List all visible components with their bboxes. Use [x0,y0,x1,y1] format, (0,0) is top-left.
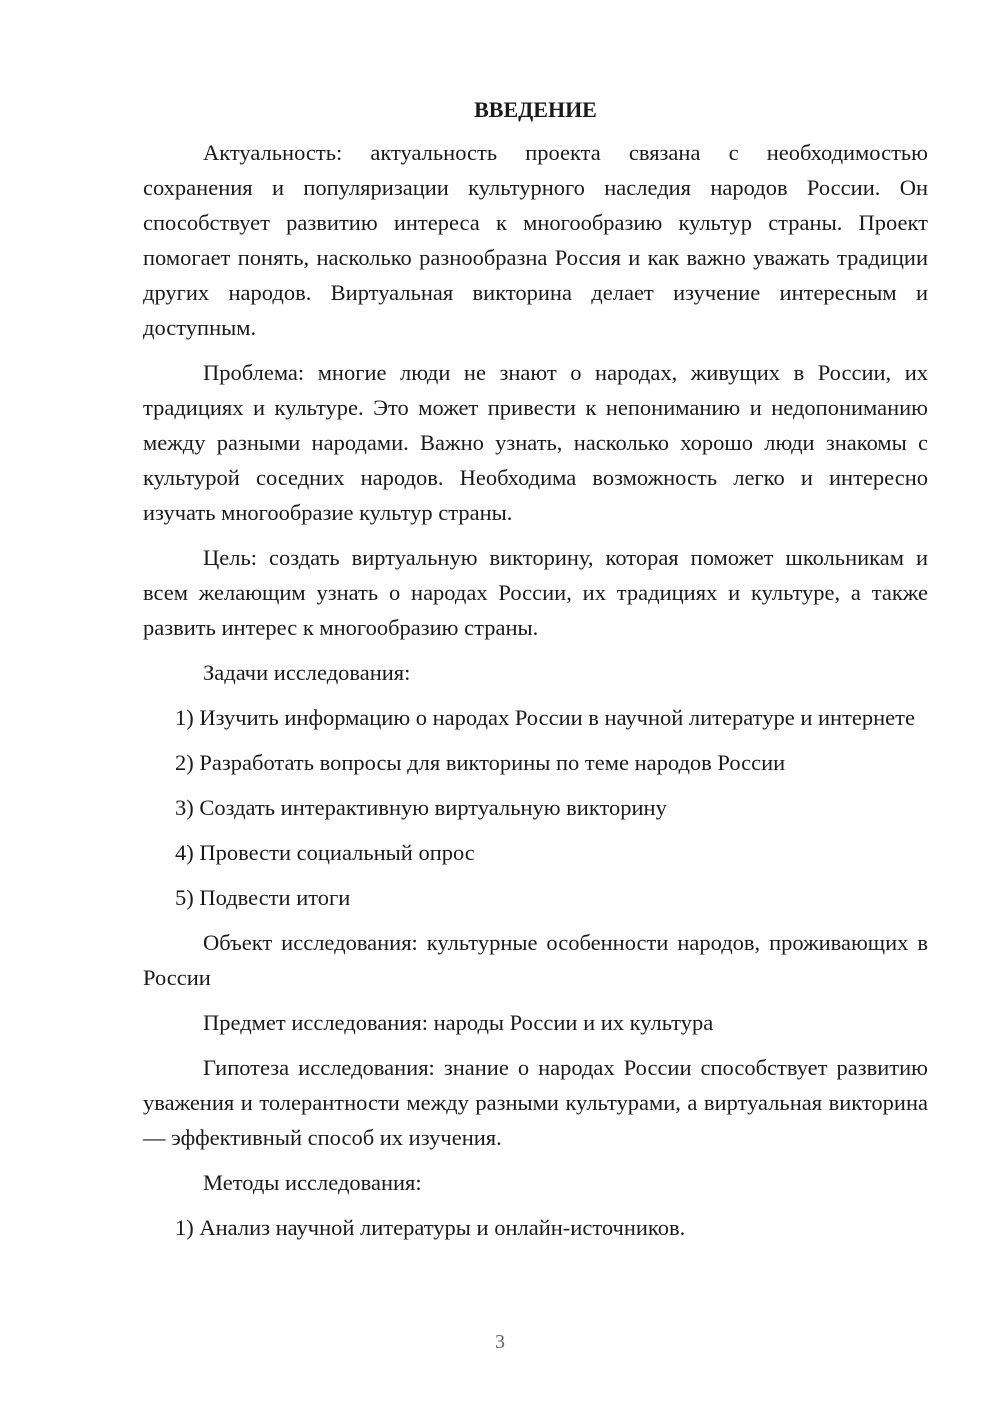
task-item-1: 1) Изучить информацию о народах России в научной литературе и интернете [175,705,915,730]
section-title: ВВЕДЕНИЕ [474,97,597,122]
task-item-4: 4) Провести социальный опрос [175,840,475,865]
relevance-paragraph: Актуальность: актуальность проекта связана с необходимостью сохранения и популяризации культурного наследия народов России. Он способствует развитию интереса к многообразию культур страны. Проект помогает понять, насколько разнообразна Россия и как важно уважать традиции других народов. Виртуальная викторина делает изучение интересным и доступным. [143,140,928,340]
task-item-3: 3) Создать интерактивную виртуальную викторину [175,795,667,820]
subject-paragraph: Предмет исследования: народы России и их культура [203,1010,714,1035]
problem-paragraph: Проблема: многие люди не знают о народах, живущих в России, их традициях и культуре. Это может привести к непониманию и недопониманию между разными народами. Важно узнать, насколько хорошо люди знакомы с культурой соседних народов. Необходима возможность легко и интересно изучать многообразие культур страны. [143,360,928,525]
task-item-2: 2) Разработать вопросы для викторины по теме народов России [175,750,786,775]
object-paragraph: Объект исследования: культурные особенности народов, проживающих в России [143,930,928,990]
method-item-1: 1) Анализ научной литературы и онлайн-источников. [175,1215,686,1240]
page-number: 3 [495,1331,505,1353]
page-content [143,92,928,1255]
goal-paragraph: Цель: создать виртуальную викторину, которая поможет школьникам и всем желающим узнать о народах России, их традициях и культуре, а также развить интерес к многообразию страны. [143,545,928,640]
tasks-heading: Задачи исследования: [203,660,411,685]
hypothesis-paragraph: Гипотеза исследования: знание о народах России способствует развитию уважения и толерантности между разными культурами, а виртуальная викторина — эффективный способ их изучения. [143,1055,928,1150]
task-item-5: 5) Подвести итоги [175,885,351,910]
methods-heading: Методы исследования: [203,1170,422,1195]
